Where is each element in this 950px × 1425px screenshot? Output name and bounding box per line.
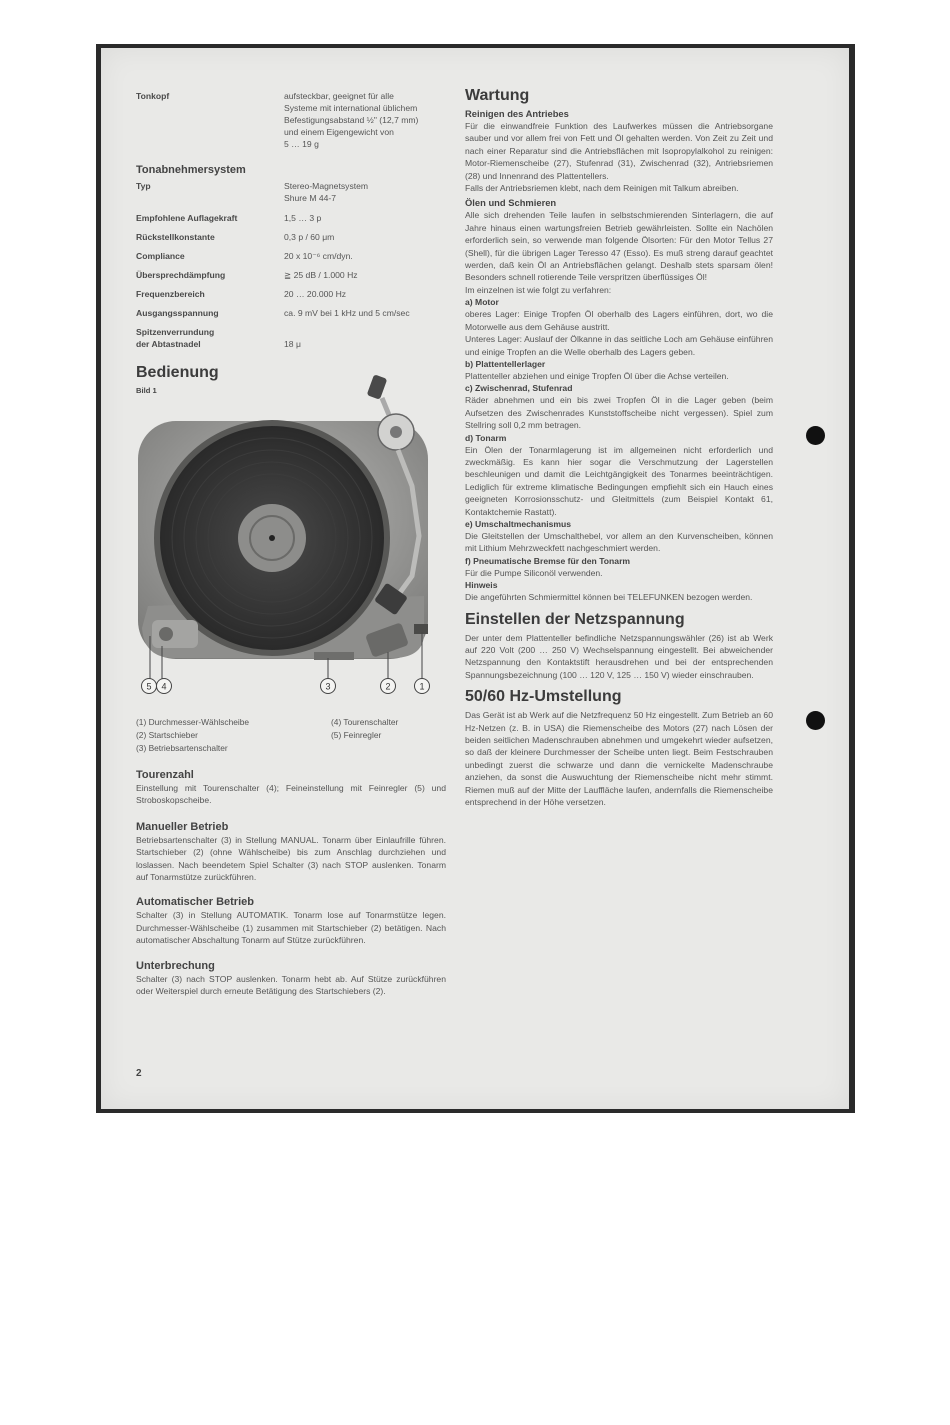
item-title: e) Umschaltmechanismus (465, 518, 572, 529)
hz-heading: 50/60 Hz-Umstellung (465, 688, 622, 706)
section-text: Einstellung mit Tourenschalter (4); Feineinstellung mit Feinregler (5) und Stroboskopscheibe. (136, 783, 446, 806)
section-title: Automatischer Betrieb (136, 896, 254, 909)
left-column (136, 90, 446, 397)
legend-item: (5) Feinregler (331, 730, 382, 740)
speed-control (152, 620, 198, 648)
item-title: a) Motor (465, 297, 499, 308)
callout-1: 1 (419, 681, 425, 692)
oelen-text: Alle sich drehenden Teile laufen in selbstschmierenden Sinterlagern, die auf Jahre hinaus einen wartungsfreien Betrieb gewährleisten. Sollte ein Nachölen erforderlich sein, so verwende man folgende Ölsorten: Für den Motor Tellus 27 (Shell), für die übrigen Lager Teresso 47 (Esso). Es muß streng darauf geachtet werden, daß kein Öl an Antriebsflächen gelangt. Deshalb stets sparsam ölen! Besonders schnell rotierende Teile verspritzen überflüssiges Öl! (465, 210, 773, 283)
spec-key (136, 192, 284, 204)
tonkopf-spec (136, 90, 446, 150)
spec-row (136, 326, 446, 338)
mode-switch (314, 652, 354, 660)
reinigen-text: Für die einwandfreie Funktion des Laufwerkes müssen die Antriebsorgane sauber und vor allem frei von Fett und Öl gehalten werden. Von Zeit zu Zeit und nach einer Reparatur sind die Antriebsflächen mit Isopropylalkohol zu reinigen: Motor-Riemenscheibe (27), Stufenrad (31), Zwischenrad (32), Antriebsriemen (28) und Innenrand des Plattentellers. (465, 121, 773, 181)
item-title: c) Zwischenrad, Stufenrad (465, 383, 573, 394)
wartung-heading: Wartung (465, 87, 530, 104)
reinigen-heading: Reinigen des Antriebes (465, 108, 569, 119)
spec-value: ≧ 25 dB / 1.000 Hz (284, 270, 358, 280)
netz-heading: Einstellen der Netzspannung (465, 610, 685, 628)
reinigen-text-2: Falls der Antriebsriemen klebt, nach dem Reinigen mit Talkum abreiben. (465, 183, 739, 194)
tonkopf-line: Systeme mit international üblichem (284, 103, 418, 113)
item-title: Hinweis (465, 580, 498, 591)
legend-item: (3) Betriebsartenschalter (136, 743, 228, 753)
spec-value: 0,3 p / 60 μm (284, 232, 335, 242)
legend-item: (1) Durchmesser-Wählscheibe (136, 717, 250, 727)
legend-item: (2) Startschieber (136, 730, 198, 740)
item-text: Unteres Lager: Auslauf der Ölkanne in das seitliche Loch am Gehäuse einführen und einige Tropfen an die Welle oberhalb des Lagers geben. (465, 334, 773, 357)
section-title: Tourenzahl (136, 769, 194, 781)
spec-row (136, 338, 446, 350)
spec-key: Spitzenverrundung (136, 327, 215, 337)
item-text: Die Gleitstellen der Umschalthebel, vor allem an den Kurvenscheiben, können mit Lithium Mehrzweckfett nachgeschmiert werden. (465, 530, 773, 554)
item-title: f) Pneumatische Bremse für den Tonarm (465, 555, 631, 566)
tonkopf-value (284, 90, 446, 150)
tonkopf-line: und einem Eigengewicht von (284, 127, 394, 137)
tonkopf-line: aufsteckbar, geeignet für alle (284, 91, 394, 101)
callout-4: 4 (161, 681, 167, 692)
section-text: Schalter (3) nach STOP auslenken. Tonarm hebt ab. Auf Stütze zurückführen oder Weiterspiel durch erneute Betätigung des Startschiebers (2). (136, 973, 446, 997)
spec-row (136, 212, 446, 224)
left-column-lower (136, 716, 446, 997)
spec-row (136, 180, 446, 192)
item-text: oberes Lager: Einige Tropfen Öl oberhalb des Lagers einführen, dort, wo die Motorwelle aus dem Gehäuse austritt. (465, 309, 773, 332)
item-title: d) Tonarm (465, 432, 507, 443)
spec-value: ca. 9 mV bei 1 kHz und 5 cm/sec (284, 308, 410, 318)
oelen-text-2: Im einzelnen ist wie folgt zu verfahren: (465, 284, 612, 295)
item-title: b) Plattentellerlager (465, 358, 546, 369)
tonkopf-line: Befestigungsabstand ½" (12,7 mm) (284, 115, 419, 125)
figure-label: Bild 1 (136, 386, 157, 395)
spec-row (136, 250, 446, 262)
spindle (269, 535, 275, 541)
punch-hole-bottom (806, 711, 825, 730)
section-text: Schalter (3) in Stellung AUTOMATIK. Tonarm lose auf Tonarmstütze legen. Durchmesser-Wählscheibe (1) zusammen mit Startschieber (2) betätigen. Nach automatischer Abschaltung Tonarm auf Stütze zurückführen. (136, 910, 446, 946)
spec-row (136, 307, 446, 319)
item-text: Ein Ölen der Tonarmlagerung ist im allgemeinen nicht erforderlich und zweckmäßig. Es kann hier sogar die Verschmutzung der Lagerstellen beschleunigen und damit die Leichtgängigkeit des Tonarmes beeinträchtigen. Lediglich für extreme klimatische Bedingungen empfiehlt sich ein Hauch eines geeigneten Korrosionsschutz- und Gleitmittels (zum Beispiel Kontakt 61, Kontaktchemie Rastatt). (465, 444, 773, 517)
tonabnehmer-heading: Tonabnehmersystem (136, 164, 246, 176)
spec-value: 20 x 10⁻⁶ cm/dyn. (284, 251, 353, 261)
diameter-selector (414, 624, 428, 634)
callout-3: 3 (325, 681, 331, 692)
spec-value: 1,5 … 3 p (284, 213, 322, 223)
counterweight (367, 374, 388, 399)
spec-key: Frequenzbereich (136, 289, 205, 299)
spec-key: Compliance (136, 251, 185, 261)
spec-key: Ausgangsspannung (136, 308, 219, 318)
turntable-photo (134, 366, 446, 706)
item-text: Räder abnehmen und ein bis zwei Tropfen Öl in die Lager geben (beim Aufsetzen des Zwischenrades Kunststoffscheibe nicht vergessen). Spiel zum Stellring soll 0,2 mm betragen. (465, 395, 773, 431)
spec-key: Empfohlene Auflagekraft (136, 213, 238, 223)
tonkopf-line: 5 … 19 g (284, 139, 319, 149)
legend-item: (4) Tourenschalter (331, 717, 399, 727)
item-text: Für die Pumpe Siliconöl verwenden. (465, 567, 603, 578)
callout-5: 5 (146, 681, 152, 692)
spec-key: Übersprechdämpfung (136, 270, 226, 280)
hz-text: Das Gerät ist ab Werk auf die Netzfrequenz 50 Hz eingestellt. Zum Betrieb an 60 Hz-Netzen (z. B. in USA) die Riemenscheibe des Motors (27) nach Lösen der beiden seitlichen Madenschrauben abnehmen und umgekehrt wieder aufsetzen, so daß der kleinere Durchmesser der Scheibe unten liegt. Beim Festschrauben unbedingt zuerst die schwarze und dann die vernickelte Madenschraube anziehen, da sonst die Auswuchtung der Riemenscheibe nicht mehr stimmt. Riemen muß auf der Mitte der Lauffläche laufen, andernfalls die Riemenscheibe entsprechend in der Höhe versetzen. (465, 710, 773, 808)
bedienung-heading: Bedienung (136, 364, 219, 381)
spec-key: Typ (136, 181, 151, 191)
right-column (465, 86, 773, 808)
spec-value: Shure M 44-7 (284, 193, 337, 203)
spec-table (136, 180, 446, 350)
callout-2: 2 (385, 681, 391, 692)
section-title: Manueller Betrieb (136, 820, 229, 833)
spec-row (136, 231, 446, 243)
spec-value (284, 326, 446, 338)
item-text: Plattenteller abziehen und einige Tropfen Öl über die Achse verteilen. (465, 370, 729, 381)
tonkopf-label: Tonkopf (136, 91, 170, 101)
section-text: Betriebsartenschalter (3) in Stellung MANUAL. Tonarm über Einlaufrille führen. Startschieber (2) (ohne Wählscheibe) bis zum Anschlag durchziehen und loslassen. Nach beendetem Spiel Schalter (3) nach STOP auslenken. Tonarm auf Tonarmstütze zurückführen. (136, 834, 446, 883)
spec-key: Rückstellkonstante (136, 232, 215, 242)
legend-item (331, 742, 451, 755)
spec-value: Stereo-Magnetsystem (284, 181, 369, 191)
figure-legend (136, 716, 446, 755)
page-number: 2 (136, 1068, 142, 1079)
spec-key: der Abtastnadel (136, 339, 201, 349)
oelen-heading: Ölen und Schmieren (465, 197, 557, 209)
punch-hole-top (806, 426, 825, 445)
netz-text: Der unter dem Plattenteller befindliche Netzspannungswähler (26) ist ab Werk auf 220 Volt (200 … 250 V) Wechselspannung eingestellt. Bei abweichender Netzspannung den Kontaktstift herausdrehen und bei der entsprechenden Spannungsbezeichnung (100 … 120 V, 125 … 150 V) wieder einschrauben. (465, 632, 773, 680)
spec-value: 20 … 20.000 Hz (284, 289, 347, 299)
spec-row (136, 192, 446, 204)
spec-row (136, 269, 446, 281)
item-text: Die angeführten Schmiermittel können bei TELEFUNKEN bezogen werden. (465, 592, 753, 603)
spec-value: 18 μ (284, 339, 301, 349)
spec-row (136, 288, 446, 300)
section-title: Unterbrechung (136, 959, 215, 972)
